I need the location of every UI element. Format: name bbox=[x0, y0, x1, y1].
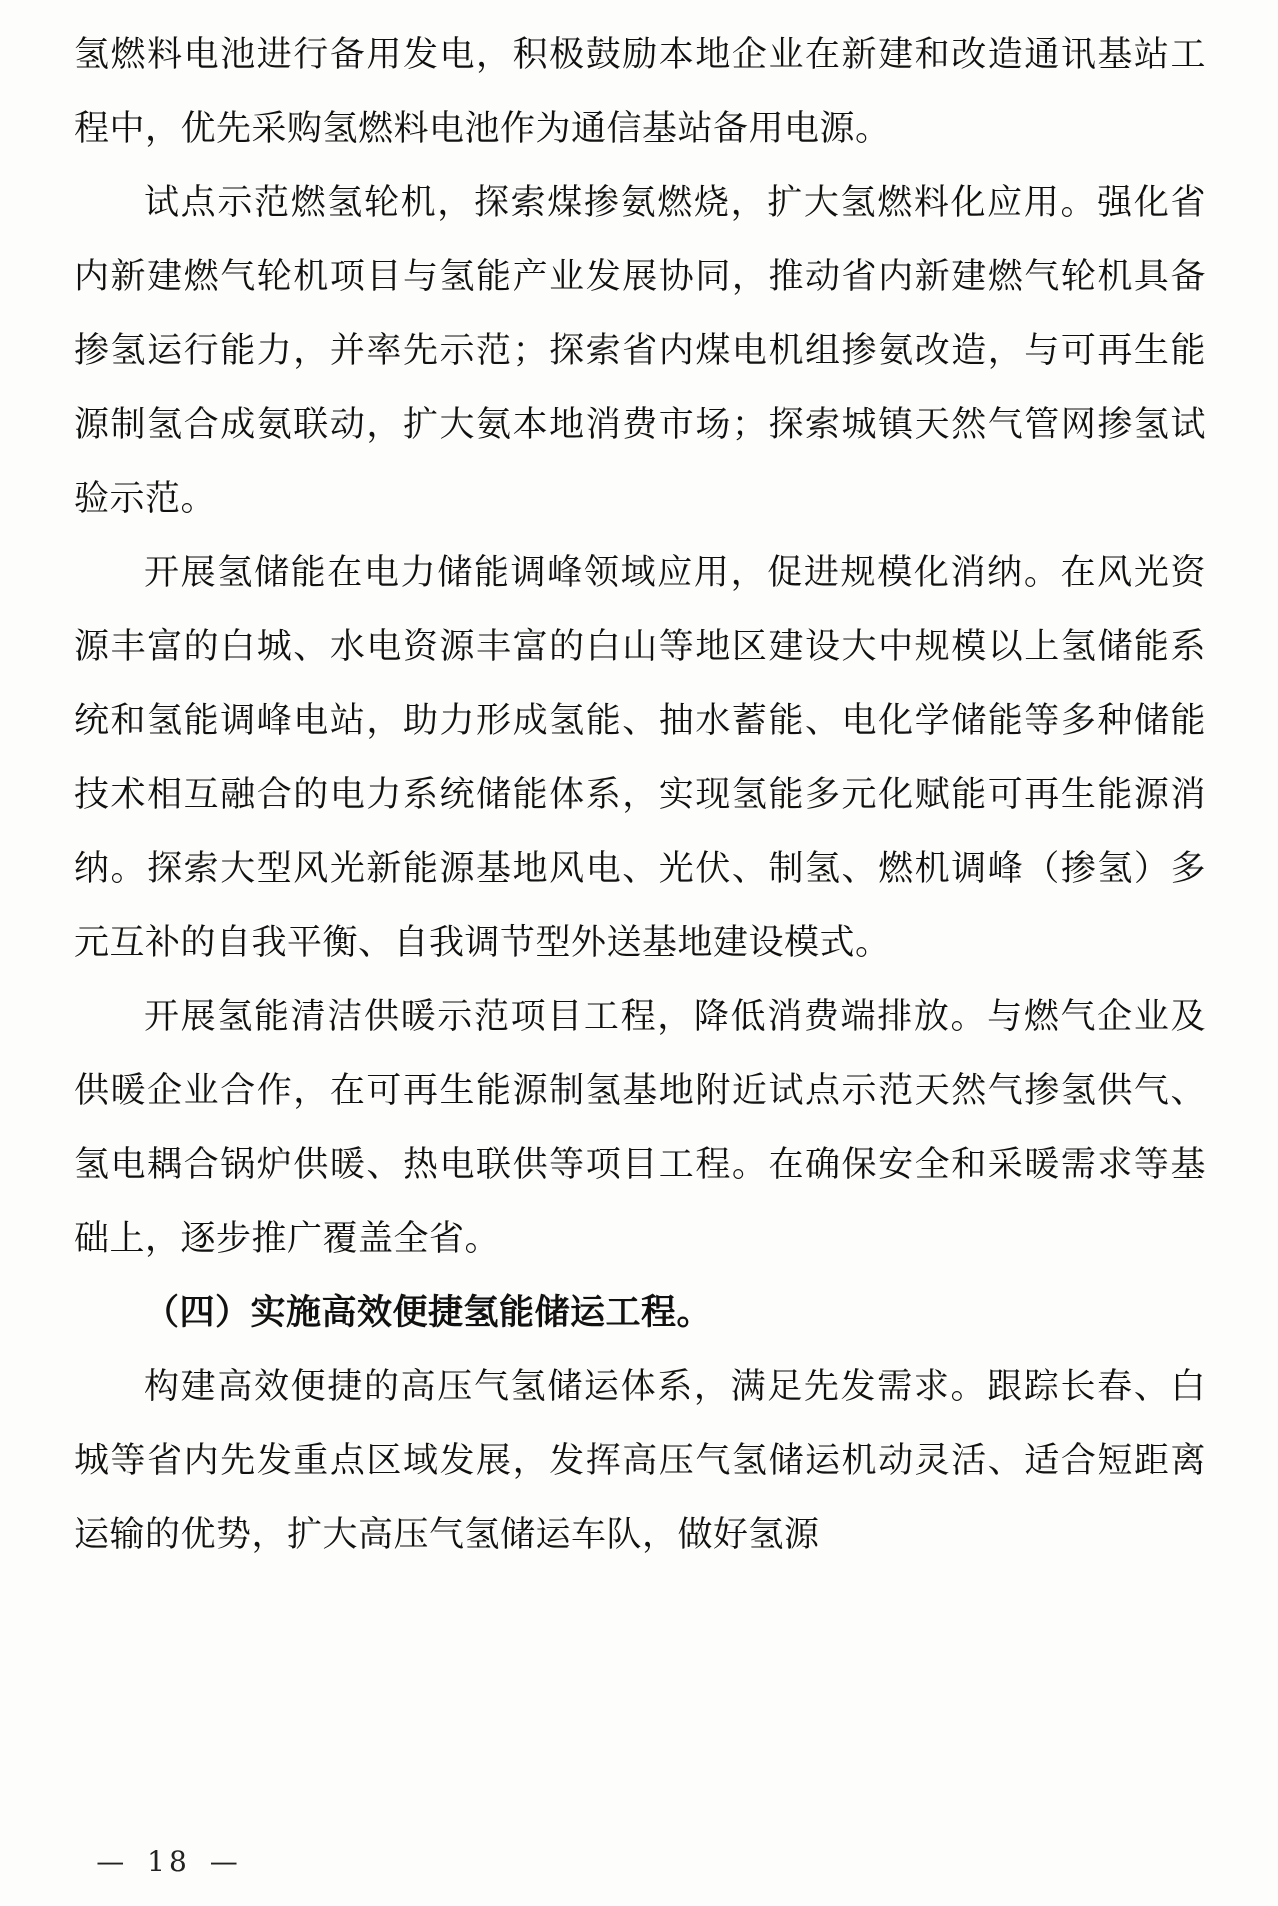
page-footer-inner bbox=[96, 1845, 241, 1878]
paragraph-storage-transport: 构建高效便捷的高压气氢储运体系，满足先发需求。跟踪长春、白城等省内先发重点区域发展，发挥高压气氢储运机动灵活、适合短距离运输的优势，扩大高压气氢储运车队，做好氢源 bbox=[74, 1367, 1206, 1555]
section-heading-four: （四）实施高效便捷氢能储运工程。 bbox=[144, 1293, 713, 1333]
paragraph-continuation: 氢燃料电池进行备用发电，积极鼓励本地企业在新建和改造通讯基站工程中，优先采购氢燃料电池作为通信基站备用电源。 bbox=[74, 35, 1206, 149]
paragraph-hydrogen-turbine: 试点示范燃氢轮机，探索煤掺氨燃烧，扩大氢燃料化应用。强化省内新建燃气轮机项目与氢能产业发展协同，推动省内新建燃气轮机具备掺氢运行能力，并率先示范；探索省内煤电机组掺氨改造，与可再生能源制氢合成氨联动，扩大氨本地消费市场；探索城镇天然气管网掺氢试验示范。 bbox=[74, 183, 1206, 519]
paragraph-hydrogen-storage: 开展氢储能在电力储能调峰领域应用，促进规模化消纳。在风光资源丰富的白城、水电资源丰富的白山等地区建设大中规模以上氢储能系统和氢能调峰电站，助力形成氢能、抽水蓄能、电化学储能等多种储能技术相互融合的电力系统储能体系，实现氢能多元化赋能可再生能源消纳。探索大型风光新能源基地风电、光伏、制氢、燃机调峰（掺氢）多元互补的自我平衡、自我调节型外送基地建设模式。 bbox=[74, 553, 1206, 963]
footer-right-dash: — bbox=[209, 1845, 242, 1878]
footer-left-dash: — bbox=[96, 1845, 129, 1878]
page-footer bbox=[0, 1845, 1278, 1878]
page-number: 18 bbox=[147, 1845, 191, 1878]
paragraph-clean-heating: 开展氢能清洁供暖示范项目工程，降低消费端排放。与燃气企业及供暖企业合作，在可再生能源制氢基地附近试点示范天然气掺氢供气、氢电耦合锅炉供暖、热电联供等项目工程。在确保安全和采暖需求等基础上，逐步推广覆盖全省。 bbox=[74, 997, 1206, 1259]
page-body bbox=[74, 18, 1206, 1572]
